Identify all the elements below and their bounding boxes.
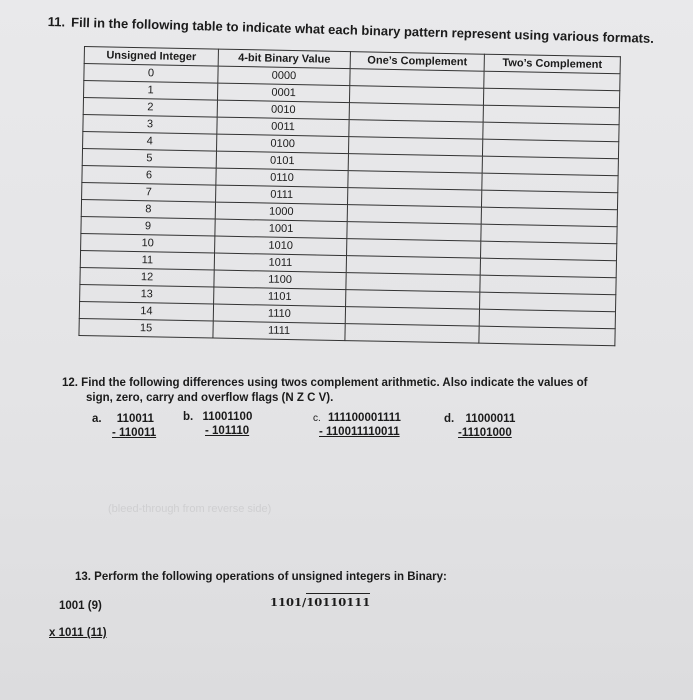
header-unsigned-integer: Unsigned Integer <box>84 47 218 67</box>
cell-binary-value: 1100 <box>214 270 346 290</box>
cell-unsigned-integer: 7 <box>82 182 216 202</box>
problem-c-subtrahend: - 110011110011 <box>319 426 400 438</box>
cell-binary-value: 1111 <box>213 321 345 341</box>
header-ones-complement: One’s Complement <box>350 52 484 72</box>
division-divisor: 1101/ <box>270 595 307 609</box>
cell-binary-value: 1110 <box>213 304 345 324</box>
cell-unsigned-integer: 9 <box>81 216 215 236</box>
cell-unsigned-integer: 1 <box>84 81 218 101</box>
cell-unsigned-integer: 14 <box>79 301 213 321</box>
cell-unsigned-integer: 5 <box>82 148 216 168</box>
problem-a-minuend: 110011 <box>116 413 154 425</box>
q12-line1: 12. Find the following differences using twos complement arithmetic. Also indicate the values of <box>62 377 588 389</box>
cell-unsigned-integer: 4 <box>83 131 217 151</box>
cell-unsigned-integer: 13 <box>80 284 214 304</box>
q12-instructions <box>62 377 587 404</box>
header-twos-complement: Two’s Complement <box>484 54 620 74</box>
q12-line2: sign, zero, carry and overflow flags (N Z C V). <box>86 392 334 404</box>
q11-heading <box>48 14 654 46</box>
cell-binary-value: 0000 <box>218 66 350 86</box>
cell-unsigned-integer: 12 <box>80 267 214 287</box>
problem-b <box>183 411 252 437</box>
problem-d <box>444 413 515 439</box>
problem-c-minuend: 111100001111 <box>327 412 401 424</box>
cell-binary-value: 0110 <box>216 168 348 188</box>
problem-b-label: b. <box>183 411 194 423</box>
cell-unsigned-integer: 11 <box>80 250 214 270</box>
cell-unsigned-integer: 8 <box>81 199 215 219</box>
cell-unsigned-integer: 2 <box>83 98 217 118</box>
problem-d-minuend: 11000011 <box>465 413 516 425</box>
multiplier: x 1011 (11) <box>49 627 107 639</box>
cell-unsigned-integer: 15 <box>79 318 213 338</box>
division-dividend: 10110111 <box>306 595 371 609</box>
cell-binary-value: 1000 <box>215 202 347 222</box>
cell-unsigned-integer: 3 <box>83 114 217 134</box>
cell-binary-value: 0100 <box>217 134 349 154</box>
cell-binary-value: 0111 <box>216 185 348 205</box>
header-binary-value: 4-bit Binary Value <box>218 49 350 69</box>
problem-a-label: a. <box>92 413 102 425</box>
bleed-through-text: (bleed-through from reverse side) <box>108 503 272 515</box>
multiplicand: 1001 (9) <box>59 600 102 612</box>
cell-unsigned-integer: 6 <box>82 165 216 185</box>
problem-c <box>313 412 401 438</box>
division-problem <box>270 595 370 609</box>
problem-a-subtrahend: - 110011 <box>112 427 157 439</box>
problem-c-label: c. <box>313 413 321 424</box>
format-table <box>78 46 620 346</box>
problem-b-minuend: 11001100 <box>202 411 253 423</box>
problem-d-label: d. <box>444 413 455 425</box>
q11-title: Fill in the following table to indicate what each binary pattern represent using various formats. <box>70 14 655 46</box>
problem-d-subtrahend: -11101000 <box>458 427 512 439</box>
problem-b-subtrahend: - 101110 <box>205 425 250 437</box>
cell-binary-value: 0010 <box>217 100 349 120</box>
cell-binary-value: 1001 <box>215 219 347 239</box>
cell-binary-value: 0011 <box>217 117 349 137</box>
cell-binary-value: 1010 <box>215 236 347 256</box>
cell-binary-value: 0001 <box>217 83 349 103</box>
cell-binary-value: 1011 <box>214 253 346 273</box>
format-table-wrapper <box>78 46 620 346</box>
cell-ones-complement[interactable] <box>345 324 479 344</box>
cell-binary-value: 0101 <box>216 151 348 171</box>
q11-number: 11. <box>47 14 66 30</box>
cell-binary-value: 1101 <box>214 287 346 307</box>
problem-a <box>92 413 156 439</box>
cell-unsigned-integer: 10 <box>81 233 215 253</box>
cell-twos-complement[interactable] <box>479 326 615 346</box>
q13-title: 13. Perform the following operations of unsigned integers in Binary: <box>75 571 447 583</box>
cell-unsigned-integer: 0 <box>84 64 218 84</box>
